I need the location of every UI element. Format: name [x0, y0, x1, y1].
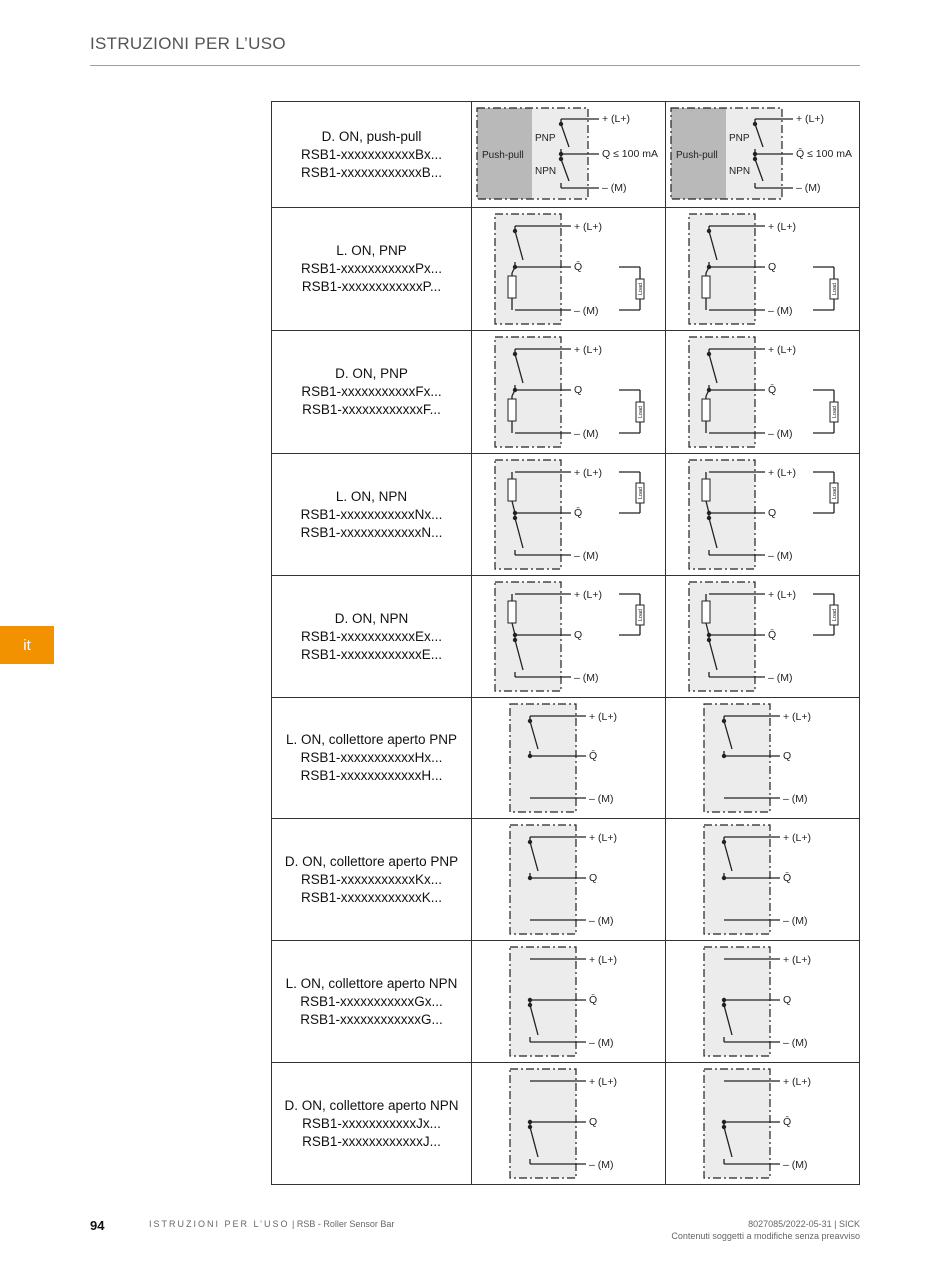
- ground-label: – (M): [574, 672, 599, 684]
- load-label: Load: [832, 486, 838, 500]
- ground-label: – (M): [783, 915, 808, 927]
- pullup-resistor: [508, 601, 516, 623]
- output-symbol: Q: [768, 261, 777, 273]
- sensor-housing: [689, 460, 755, 569]
- diagram-cell-output1: [472, 102, 666, 208]
- variant-name: D. ON, collettore aperto NPN: [284, 1097, 459, 1113]
- ground-label: – (M): [768, 305, 793, 317]
- pnp-label: PNP: [535, 133, 556, 144]
- supply-label: + (L+): [796, 113, 825, 125]
- diagram-cell-output2: [666, 576, 860, 698]
- ground-label: – (M): [768, 672, 793, 684]
- diagram-cell-output1: [472, 576, 666, 698]
- sensor-housing: [510, 704, 576, 812]
- variant-name: D. ON, push-pull: [321, 128, 422, 144]
- pushpull-label: Push-pull: [676, 150, 718, 161]
- wiring-diagram: [472, 454, 665, 575]
- diagram-cell-output1: [472, 331, 666, 454]
- supply-label: + (L+): [589, 711, 618, 723]
- table-row: [272, 102, 860, 208]
- part-number: RSB1-xxxxxxxxxxxxJ...: [302, 1133, 441, 1149]
- schematic: [689, 582, 838, 691]
- supply-label: + (L+): [589, 954, 618, 966]
- footer-right: [671, 1218, 860, 1242]
- supply-label: + (L+): [768, 221, 797, 233]
- table-row: [272, 331, 860, 454]
- pulldown-resistor: [508, 276, 516, 298]
- part-number: RSB1-xxxxxxxxxxxxK...: [300, 889, 443, 905]
- output-symbol: Q̄: [768, 629, 777, 641]
- ground-label: – (M): [589, 915, 614, 927]
- output-symbol: Q̄: [574, 507, 583, 519]
- pnp-label: PNP: [729, 133, 750, 144]
- ground-label: – (M): [574, 550, 599, 562]
- supply-label: + (L+): [602, 113, 631, 125]
- schematic: [495, 214, 644, 324]
- variant-label: [272, 819, 472, 941]
- schematic: [510, 947, 617, 1056]
- schematic: [495, 460, 644, 569]
- sensor-housing: [510, 1069, 576, 1178]
- header-divider: [90, 65, 860, 66]
- sensor-housing: [510, 947, 576, 1056]
- variant-label: [272, 208, 472, 331]
- page-header-title: ISTRUZIONI PER L’USO: [90, 34, 286, 53]
- sensor-housing: [510, 825, 576, 934]
- supply-label: + (L+): [783, 954, 812, 966]
- sensor-housing: [704, 704, 770, 812]
- schematic: [704, 947, 811, 1056]
- npn-label: NPN: [535, 166, 557, 177]
- variant-label: [272, 1063, 472, 1185]
- output-symbol: Q̄: [783, 872, 792, 884]
- load-label: Load: [638, 282, 644, 296]
- wiring-diagram: [472, 698, 665, 818]
- pushpull-label: Push-pull: [482, 150, 524, 161]
- variant-label: [272, 941, 472, 1063]
- wiring-diagram: [666, 819, 859, 940]
- part-number: RSB1-xxxxxxxxxxxKx...: [300, 871, 443, 887]
- output-symbol: Q̄: [574, 261, 583, 273]
- footer-doc-title: [149, 1219, 394, 1229]
- part-number: RSB1-xxxxxxxxxxxxF...: [302, 402, 441, 417]
- table-row: [272, 576, 860, 698]
- output-symbol: Q: [783, 994, 792, 1006]
- diagram-cell-output2: [666, 208, 860, 331]
- table-row: [272, 454, 860, 576]
- schematic: [495, 582, 644, 691]
- output-symbol: Q: [602, 148, 611, 160]
- supply-label: + (L+): [574, 467, 603, 479]
- pulldown-resistor: [702, 399, 710, 421]
- ground-label: – (M): [783, 1037, 808, 1049]
- footer-doc-title-spaced: ISTRUZIONI PER L’USO: [149, 1219, 290, 1229]
- wiring-diagram: [666, 1063, 859, 1184]
- schematic: [510, 825, 617, 934]
- diagram-cell-output1: [472, 208, 666, 331]
- variant-label: [272, 576, 472, 698]
- wiring-diagram: [666, 208, 859, 330]
- diagram-cell-output2: [666, 102, 860, 208]
- diagram-cell-output2: [666, 819, 860, 941]
- output-limit: ≤ 100 mA: [804, 148, 852, 160]
- ground-label: – (M): [589, 1159, 614, 1171]
- sensor-housing: [689, 582, 755, 691]
- variant-label: [272, 102, 472, 208]
- page-number: 94: [90, 1218, 105, 1233]
- wiring-diagram: [666, 941, 859, 1062]
- supply-label: + (L+): [574, 221, 603, 233]
- part-number: RSB1-xxxxxxxxxxxEx...: [300, 628, 443, 644]
- schematic: [704, 704, 811, 812]
- output-symbol: Q: [783, 750, 792, 762]
- load-label: Load: [638, 486, 644, 500]
- variant-name: L. ON, collettore aperto PNP: [285, 732, 458, 747]
- sensor-housing: [495, 582, 561, 691]
- diagram-cell-output2: [666, 454, 860, 576]
- ground-label: – (M): [589, 793, 614, 805]
- ground-label: – (M): [768, 428, 793, 440]
- output-symbol: Q̄: [796, 148, 805, 160]
- footer-doc-title-rest: | RSB - Roller Sensor Bar: [289, 1219, 395, 1229]
- variant-name: L. ON, collettore aperto NPN: [285, 975, 458, 991]
- supply-label: + (L+): [574, 344, 603, 356]
- language-tab: it: [0, 626, 54, 664]
- ground-label: – (M): [602, 182, 627, 194]
- wiring-diagram: [666, 331, 859, 453]
- footer-doc-id: 8027085/2022-05-31 | SICK: [748, 1219, 860, 1229]
- sensor-housing: [495, 337, 561, 447]
- ground-label: – (M): [768, 550, 793, 562]
- wiring-diagram: [472, 819, 665, 940]
- schematic: [477, 108, 658, 199]
- diagram-cell-output2: [666, 941, 860, 1063]
- diagram-cell-output1: [472, 1063, 666, 1185]
- wiring-diagram: [472, 941, 665, 1062]
- output-symbol: Q̄: [589, 994, 598, 1006]
- schematic: [495, 337, 644, 447]
- diagram-cell-output1: [472, 454, 666, 576]
- output-symbol: Q̄: [783, 1116, 792, 1128]
- table-row: [272, 1063, 860, 1185]
- pullup-resistor: [508, 479, 516, 501]
- load-label: Load: [638, 608, 644, 622]
- diagram-cell-output1: [472, 941, 666, 1063]
- supply-label: + (L+): [783, 711, 812, 723]
- variant-name: D. ON, collettore aperto PNP: [284, 853, 459, 869]
- wiring-diagram: [472, 208, 665, 330]
- schematic: [689, 460, 838, 569]
- pullup-resistor: [702, 479, 710, 501]
- table-row: [272, 208, 860, 331]
- part-number: RSB1-xxxxxxxxxxxGx...: [300, 993, 443, 1009]
- wiring-table: [271, 101, 860, 1185]
- sensor-housing: [689, 337, 755, 447]
- variant-label: [272, 698, 472, 819]
- load-label: Load: [832, 282, 838, 296]
- supply-label: + (L+): [589, 1076, 618, 1088]
- sensor-housing: [689, 214, 755, 324]
- wiring-diagram: [472, 1063, 665, 1184]
- output-symbol: Q: [574, 384, 583, 396]
- wiring-diagram: [472, 102, 665, 207]
- table-row: [272, 819, 860, 941]
- part-number: RSB1-xxxxxxxxxxxPx...: [300, 261, 443, 276]
- part-number: RSB1-xxxxxxxxxxxxH...: [300, 768, 443, 783]
- diagram-cell-output2: [666, 1063, 860, 1185]
- part-number: RSB1-xxxxxxxxxxxxP...: [301, 279, 442, 294]
- diagram-cell-output2: [666, 698, 860, 819]
- variant-label: [272, 454, 472, 576]
- ground-label: – (M): [783, 793, 808, 805]
- schematic: [689, 214, 838, 324]
- variant-name: L. ON, PNP: [336, 243, 407, 258]
- schematic: [671, 108, 852, 199]
- variant-name: D. ON, NPN: [334, 610, 409, 626]
- supply-label: + (L+): [768, 344, 797, 356]
- output-symbol: Q: [574, 629, 583, 641]
- ground-label: – (M): [574, 305, 599, 317]
- part-number: RSB1-xxxxxxxxxxxBx...: [300, 146, 443, 162]
- schematic: [510, 704, 617, 812]
- load-label: Load: [832, 405, 838, 419]
- output-label: [602, 148, 658, 160]
- sensor-housing: [495, 460, 561, 569]
- ground-label: – (M): [783, 1159, 808, 1171]
- part-number: RSB1-xxxxxxxxxxxxG...: [300, 1011, 443, 1027]
- load-label: Load: [832, 608, 838, 622]
- wiring-diagram: [472, 331, 665, 453]
- schematic: [689, 337, 838, 447]
- supply-label: + (L+): [783, 832, 812, 844]
- part-number: RSB1-xxxxxxxxxxxJx...: [302, 1115, 441, 1131]
- part-number: RSB1-xxxxxxxxxxxFx...: [301, 384, 442, 399]
- part-number: RSB1-xxxxxxxxxxxxB...: [300, 164, 443, 180]
- supply-label: + (L+): [783, 1076, 812, 1088]
- variant-name: L. ON, NPN: [335, 488, 408, 504]
- part-number: RSB1-xxxxxxxxxxxxN...: [300, 524, 443, 540]
- supply-label: + (L+): [574, 589, 603, 601]
- npn-label: NPN: [729, 166, 751, 177]
- output-symbol: Q̄: [768, 384, 777, 396]
- diagram-cell-output1: [472, 819, 666, 941]
- variant-name: D. ON, PNP: [335, 366, 408, 381]
- wiring-diagram: [666, 102, 859, 207]
- output-symbol: Q̄: [589, 750, 598, 762]
- schematic: [704, 1069, 811, 1178]
- sensor-housing: [704, 825, 770, 934]
- wiring-diagram: [472, 576, 665, 697]
- diagram-cell-output1: [472, 698, 666, 819]
- load-label: Load: [638, 405, 644, 419]
- part-number: RSB1-xxxxxxxxxxxNx...: [300, 506, 443, 522]
- sensor-housing: [704, 947, 770, 1056]
- output-label: [796, 147, 852, 160]
- output-symbol: Q: [768, 507, 777, 519]
- pulldown-resistor: [508, 399, 516, 421]
- schematic: [704, 825, 811, 934]
- supply-label: + (L+): [589, 832, 618, 844]
- supply-label: + (L+): [768, 467, 797, 479]
- sensor-housing: [495, 214, 561, 324]
- wiring-diagram: [666, 454, 859, 575]
- variant-label: [272, 331, 472, 454]
- wiring-diagram: [666, 576, 859, 697]
- ground-label: – (M): [574, 428, 599, 440]
- part-number: RSB1-xxxxxxxxxxxHx...: [300, 750, 443, 765]
- pulldown-resistor: [702, 276, 710, 298]
- output-limit: ≤ 100 mA: [610, 148, 658, 160]
- pullup-resistor: [702, 601, 710, 623]
- supply-label: + (L+): [768, 589, 797, 601]
- table-row: [272, 698, 860, 819]
- sensor-housing: [704, 1069, 770, 1178]
- ground-label: – (M): [589, 1037, 614, 1049]
- output-symbol: Q: [589, 1116, 598, 1128]
- wiring-diagram: [666, 698, 859, 818]
- diagram-cell-output2: [666, 331, 860, 454]
- schematic: [510, 1069, 617, 1178]
- table-row: [272, 941, 860, 1063]
- footer-note: Contenuti soggetti a modifiche senza preavviso: [671, 1231, 860, 1241]
- output-symbol: Q: [589, 872, 598, 884]
- part-number: RSB1-xxxxxxxxxxxxE...: [300, 646, 443, 662]
- ground-label: – (M): [796, 182, 821, 194]
